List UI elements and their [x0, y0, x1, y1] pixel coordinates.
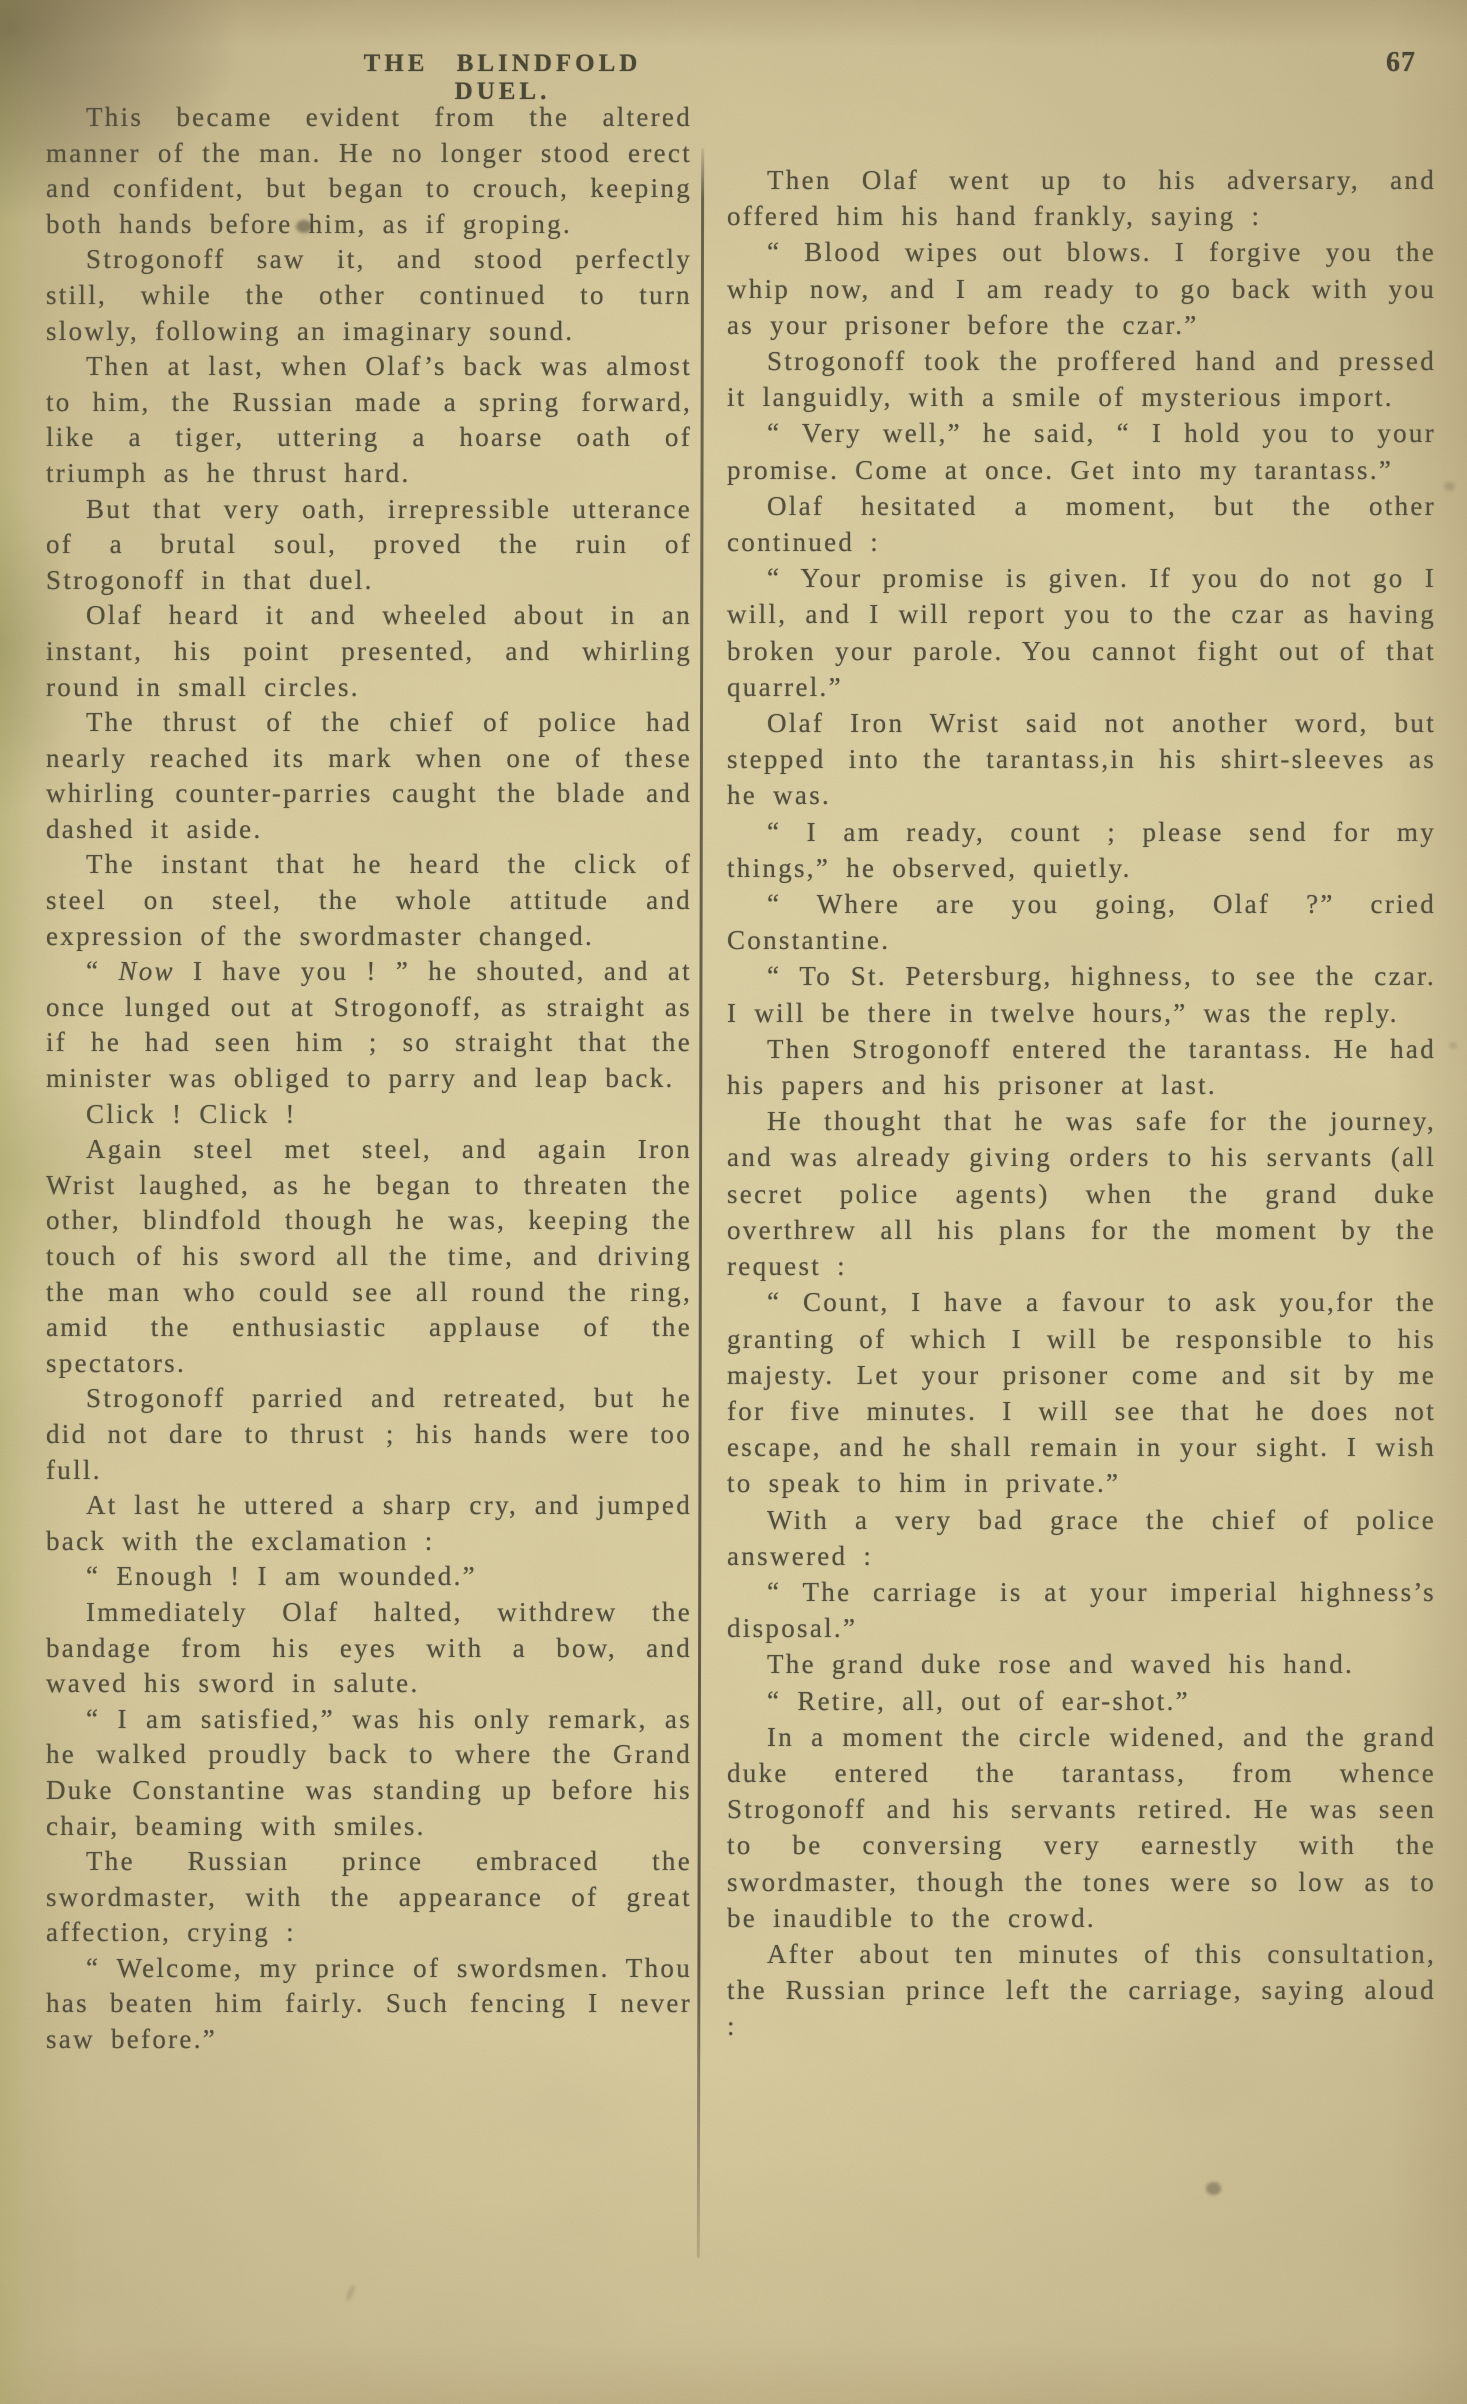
paper-blemish [1444, 482, 1455, 491]
ink-smudge [1206, 2182, 1221, 2195]
paragraph: Strogonoff took the proffered hand and pressed it languidly, with a smile of mysterious import. [727, 346, 1436, 413]
paragraph: “ Blood wipes out blows. I forgive you the whip now, and I am ready to go back with you as your prisoner before the czar.” [727, 237, 1436, 340]
paragraph: Olaf hesitated a moment, but the other continued : [727, 490, 1436, 558]
page-title: THE BLINDFOLD DUEL. [363, 50, 642, 105]
paragraph: Then at last, when Olaf’s back was almost to him, the Russian made a spring forward, like a tiger, uttering a hoarse oath of triumph as he thrust hard. [46, 351, 692, 488]
paragraph: “ Count, I have a favour to ask you,for the granting of which I will be responsible to his majesty. Let your prisoner come and sit by me for five minutes. I will see that he does not escape, and he shall remain in your sight. I wish to speak to him in private.” [727, 1287, 1436, 1499]
paragraph: The Russian prince embraced the swordmaster, with the appearance of great affection, crying : [46, 1846, 692, 1948]
paragraph: “ Where are you going, Olaf ?” cried Constantine. [727, 889, 1436, 956]
paragraph: “ To St. Petersburg, highness, to see the czar. I will be there in twelve hours,” was the reply. [727, 961, 1436, 1028]
pencil-mark [345, 2284, 357, 2302]
paragraph: After about ten minutes of this consultation, the Russian prince left the carriage, saying aloud : [727, 1938, 1436, 2042]
ink-smudge [296, 220, 312, 233]
paragraph: Olaf Iron Wrist said not another word, but stepped into the tarantass,in his shirt-sleeves as he was. [727, 708, 1436, 811]
paragraph: At last he uttered a sharp cry, and jumped back with the exclamation : [46, 1490, 692, 1556]
paragraph: “ I am ready, count ; please send for my things,” he observed, quietly. [727, 816, 1436, 883]
paragraph: “ I am satisfied,” was his only remark, as he walked proudly back to where the Grand Duke Constantine was standing up before his chair, beaming with smiles. [46, 1703, 692, 1841]
paragraph: Immediately Olaf halted, withdrew the bandage from his eyes with a bow, and waved his sword in salute. [46, 1596, 692, 1699]
paragraph: “ Retire, all, out of ear-shot.” [767, 1685, 1190, 1716]
paragraph: The grand duke rose and waved his hand. [767, 1649, 1355, 1680]
paragraph: Strogonoff saw it, and stood perfectly still, while the other continued to turn slowly, following an imaginary sound. [46, 244, 692, 346]
paragraph: He thought that he was safe for the journey, and was already giving orders to his servants (all secret police agents) when the grand duke overthrew all his plans for the moment by the request : [727, 1106, 1436, 1282]
text-column-right [727, 162, 1436, 2045]
paragraph: “ Very well,” he said, “ I hold you to your promise. Come at once. Get into my tarantass.” [727, 418, 1436, 485]
paragraph: In a moment the circle widened, and the grand duke entered the tarantass, from whence Strogonoff and his servants retired. He was seen to be conversing very earnestly with the swordmaster, though the tones were so low as to be inaudible to the crowd. [727, 1721, 1436, 1933]
paper-blemish [1449, 1042, 1457, 1049]
column-divider-rule [697, 148, 704, 2258]
paragraph: Again steel met steel, and again Iron Wrist laughed, as he began to threaten the other, blindfold though he was, keeping the touch of his sword all the time, and driving the man who could see all round the ring, amid the enthusiastic applause of the spectators. [46, 1134, 692, 1378]
paragraph: This became evident from the altered manner of the man. He no longer stood erect and confident, but began to crouch, keeping both hands before him, as if groping. [46, 102, 692, 239]
paragraph: Strogonoff parried and retreated, but he did not dare to thrust ; his hands were too full. [46, 1383, 692, 1485]
paragraph: The instant that he heard the click of steel on steel, the whole attitude and expression of the swordmaster changed. [46, 849, 692, 951]
paragraph: “ The carriage is at your imperial highness’s disposal.” [727, 1576, 1436, 1644]
paragraph: “ Enough ! I am wounded.” [86, 1561, 477, 1592]
paragraph: Olaf heard it and wheeled about in an instant, his point presented, and whirling round in small circles. [46, 600, 692, 702]
text-column-left [46, 100, 692, 2058]
paragraph: “ Now I have you ! ” he shouted, and at once lunged out at Strogonoff, as straight as if he had seen him ; so straight that the minister was obliged to parry and leap back. [46, 956, 692, 1094]
paragraph: Click ! Click ! [86, 1098, 297, 1129]
page-number: 67 [1386, 47, 1416, 78]
paragraph: But that very oath, irrepressible utterance of a brutal soul, proved the ruin of Strogonoff in that duel. [46, 493, 692, 595]
paragraph: Then Olaf went up to his adversary, and offered him his hand frankly, saying : [727, 165, 1436, 232]
paragraph: “ Welcome, my prince of swordsmen. Thou has beaten him fairly. Such fencing I never saw before.” [46, 1952, 692, 2055]
paragraph: “ Your promise is given. If you do not go I will, and I will report you to the czar as having broken your parole. You cannot fight out of that quarrel.” [727, 563, 1436, 702]
paragraph: Then Strogonoff entered the tarantass. He had his papers and his prisoner at last. [727, 1033, 1436, 1101]
paragraph: With a very bad grace the chief of police answered : [727, 1504, 1436, 1571]
paragraph: The thrust of the chief of police had nearly reached its mark when one of these whirling counter-parries caught the blade and dashed it aside. [46, 707, 692, 844]
